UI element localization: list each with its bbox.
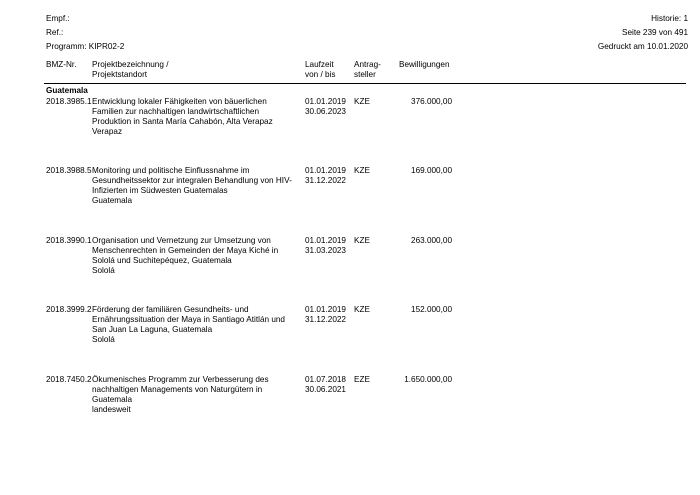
project-number: 2018.3988.5 [46,166,92,175]
project-title: Organisation und Vernetzung zur Umsetzung von Menschenrechten in Gemeinden der Maya Kiché in Sololá und Suchitepéquez, Guatemala [92,236,279,265]
project-applicant: KZE [354,97,370,106]
project-end-date: 30.06.2023 [305,107,346,116]
column-header-bmz: BMZ-Nr. [46,60,77,69]
project-end-date: 31.12.2022 [305,176,346,185]
column-header-duration [305,60,336,80]
program-label: Programm: KIPR02-2 [46,42,125,51]
column-header-applicant-line2: steller [354,70,376,79]
print-date: Gedruckt am 10.01.2020 [597,42,688,51]
project-number: 2018.3990.1 [46,236,92,245]
column-header-project-line1: Projektbezeichnung / [92,60,169,69]
project-amount: 152.000,00 [411,305,452,314]
project-location: landesweit [92,405,131,414]
project-start-date: 01.01.2019 [305,236,346,245]
project-end-date: 30.06.2021 [305,385,346,394]
project-location: Sololá [92,335,115,344]
column-header-project-line2: Projektstandort [92,70,148,79]
project-amount: 1.650.000,00 [404,375,452,384]
project-start-date: 01.01.2019 [305,97,346,106]
recipient-label: Empf.: [46,14,70,23]
project-location: Verapaz [92,127,123,136]
project-amount: 169.000,00 [411,166,452,175]
project-duration [305,166,346,186]
reference-label: Ref.: [46,28,64,37]
project-applicant: KZE [354,166,370,175]
project-duration [305,305,346,325]
project-title: Entwicklung lokaler Fähigkeiten von bäuerlichen Familien zur nachhaltigen landwirtschaftlichen Produktion in Santa María Cahabón, Alta Verapaz [92,97,273,126]
project-end-date: 31.12.2022 [305,315,346,324]
project-start-date: 01.07.2018 [305,375,346,384]
page-counter: Seite 239 von 491 [621,28,688,37]
project-applicant: EZE [354,375,370,384]
project-start-date: 01.01.2019 [305,166,346,175]
project-start-date: 01.01.2019 [305,305,346,314]
project-amount: 376.000,00 [411,97,452,106]
project-duration [305,236,346,256]
column-header-duration-line1: Laufzeit [305,60,334,69]
project-title: Ökumenisches Programm zur Verbesserung des nachhaltigen Managements von Naturgütern in Guatemala [92,375,269,404]
project-title: Monitoring und politische Einflussnahme im Gesundheitssektor zur integralen Behandlung von HIV-Infizierten im Südwesten Guatemalas [92,166,292,195]
project-applicant: KZE [354,236,370,245]
project-location: Sololá [92,266,115,275]
project-duration [305,375,346,395]
column-header-applicant [354,60,381,80]
header-divider [44,83,686,84]
column-header-applicant-line1: Antrag- [354,60,381,69]
column-header-project [92,60,168,80]
column-header-duration-line2: von / bis [305,70,336,79]
project-location: Guatemala [92,196,133,205]
project-number: 2018.7450.2 [46,375,92,384]
column-header-grants: Bewilligungen [399,60,450,69]
project-number: 2018.3999.2 [46,305,92,314]
project-end-date: 31.03.2023 [305,246,346,255]
project-applicant: KZE [354,305,370,314]
project-duration [305,97,346,117]
project-title: Förderung der familiären Gesundheits- und Ernährungssituation der Maya in Santiago Atitlán und San Juan La Laguna, Guatemala [92,305,285,334]
project-amount: 263.000,00 [411,236,452,245]
section-heading-country: Guatemala [46,86,88,95]
project-number: 2018.3985.1 [46,97,92,106]
history-label: Historie: 1 [651,14,688,23]
